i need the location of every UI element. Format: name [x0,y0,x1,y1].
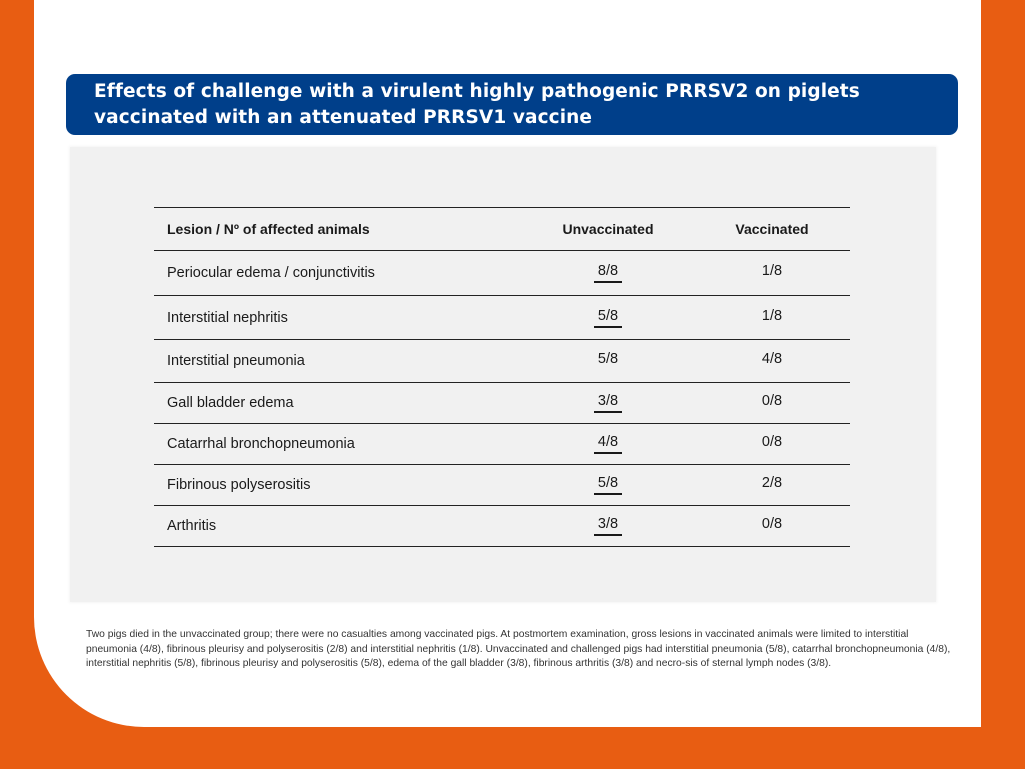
unvaccinated-value: 5/8 [594,475,622,495]
header-lesion: Lesion / Nº of affected animals [154,208,522,251]
lesion-label: Fibrinous polyserositis [167,477,311,493]
lesion-label: Interstitial pneumonia [167,353,305,369]
table-row [154,340,850,383]
unvaccinated-value: 8/8 [594,263,622,283]
lesion-table [154,207,850,547]
lesion-label: Arthritis [167,518,217,534]
unvaccinated-value: 3/8 [594,516,622,536]
lesion-label: Periocular edema / conjunctivitis [167,265,375,281]
unvaccinated-value: 3/8 [594,393,622,413]
vaccinated-value: 2/8 [761,475,783,491]
footnote [86,628,956,672]
vaccinated-value: 0/8 [761,434,783,450]
vaccinated-value: 4/8 [761,351,783,367]
lesion-label: Interstitial nephritis [167,309,288,326]
footnote-text: Two pigs died in the unvaccinated group; there were no casualties among vaccinated pigs. At postmortem examination, gross lesions in vaccinated animals were limited to interstitial pneumonia (4/8), fibrinous pleurisy and polyserositis (2/8) and interstitial nephritis (1/8). Unvaccinated and challenged pigs had interstitial pneumonia (5/8), catarrhal bronchopneumonia (4/8), interstitial nephritis (5/8), fibrinous pleurisy and polyserositis (5/8), edema of the gall bladder (3/8), fibrinous arthritis (3/8) and necro-sis of sternal lymph nodes (3/8). [86,629,951,669]
table-row [154,251,850,296]
vaccinated-value: 1/8 [761,307,783,324]
table-row [154,424,850,465]
header-vaccinated: Vaccinated [694,208,850,251]
lesion-label: Catarrhal bronchopneumonia [167,436,355,452]
table-row [154,506,850,547]
title-banner [66,74,958,135]
vaccinated-value: 0/8 [761,393,783,409]
table-header-row [154,208,850,251]
header-unvaccinated: Unvaccinated [522,208,694,251]
lesion-label: Gall bladder edema [167,395,294,411]
vaccinated-value: 0/8 [761,516,783,532]
unvaccinated-value: 5/8 [594,308,622,328]
vaccinated-value: 1/8 [761,263,783,279]
unvaccinated-value: 5/8 [597,351,619,367]
table-row [154,296,850,340]
table-row [154,383,850,424]
table-row [154,465,850,506]
unvaccinated-value: 4/8 [594,434,622,454]
page-title: Effects of challenge with a virulent highly pathogenic PRRSV2 on piglets vaccinated with an attenuated PRRSV1 vaccine [94,81,860,128]
